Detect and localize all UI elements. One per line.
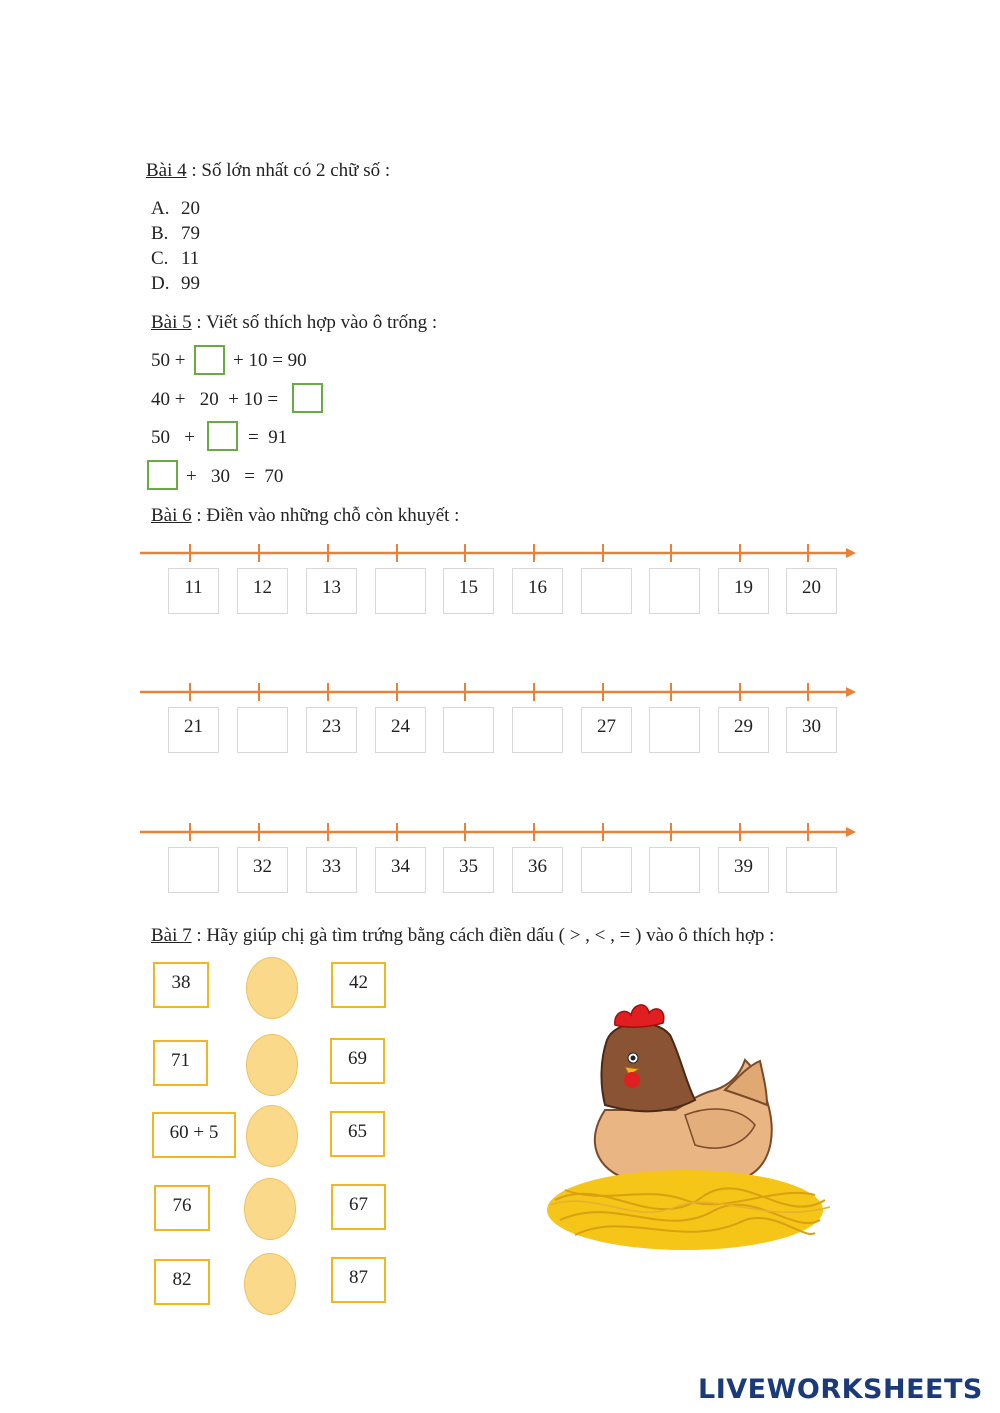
bai4-text: : Số lớn nhất có 2 chữ số : (186, 160, 391, 181)
number-line-value-box: 33 (306, 847, 357, 893)
bai5-row4-right: + 30 = 70 (186, 466, 284, 487)
bai6-text: : Điền vào những chỗ còn khuyết : (191, 505, 460, 526)
bai7-row4-left: 76 (154, 1185, 210, 1231)
number-line-value-box: 29 (718, 707, 769, 753)
number-line-value-box: 23 (306, 707, 357, 753)
number-line-value-box: 30 (786, 707, 837, 753)
bai7-row3-right: 65 (330, 1111, 385, 1157)
bai5-label: Bài 5 (151, 312, 192, 333)
bai7-heading (151, 925, 774, 947)
bai7-row1-left: 38 (153, 962, 209, 1008)
liveworksheets-logo (698, 1374, 983, 1405)
bai7-row3-left: 60 + 5 (152, 1112, 236, 1158)
number-line-value-box: 39 (718, 847, 769, 893)
bai7-row5-left: 82 (154, 1259, 210, 1305)
bai6-label: Bài 6 (151, 505, 192, 526)
number-line-arrowhead (846, 827, 856, 837)
number-line-blank-box[interactable] (168, 847, 219, 893)
bai7-row4-egg[interactable] (244, 1178, 296, 1240)
option-value: 79 (181, 223, 200, 244)
bai5-row1-right: + 10 = 90 (233, 350, 307, 371)
bai7-row4-right: 67 (331, 1184, 386, 1230)
number-line-value-box: 32 (237, 847, 288, 893)
option-letter: A. (151, 198, 170, 219)
number-line-blank-box[interactable] (581, 847, 632, 893)
bai7-row2-left: 71 (153, 1040, 208, 1086)
bai7-row3-egg[interactable] (246, 1105, 298, 1167)
bai7-row1-right: 42 (331, 962, 386, 1008)
bai5-row3-left: 50 + (151, 427, 195, 448)
option-letter: B. (151, 223, 169, 244)
number-line-blank-box[interactable] (649, 847, 700, 893)
number-line-blank-box[interactable] (375, 568, 426, 614)
number-line-value-box: 12 (237, 568, 288, 614)
bai7-row2-egg[interactable] (246, 1034, 298, 1096)
number-line-blank-box[interactable] (581, 568, 632, 614)
number-line-blank-box[interactable] (512, 707, 563, 753)
bai4-label: Bài 4 (146, 160, 187, 181)
option-letter: D. (151, 273, 170, 294)
number-line-value-box: 24 (375, 707, 426, 753)
number-line-blank-box[interactable] (649, 707, 700, 753)
number-line-blank-box[interactable] (237, 707, 288, 753)
number-line-value-box: 16 (512, 568, 563, 614)
bai7-row5-right: 87 (331, 1257, 386, 1303)
number-line-blank-box[interactable] (443, 707, 494, 753)
number-line-value-box: 20 (786, 568, 837, 614)
number-line-value-box: 34 (375, 847, 426, 893)
number-line-value-box: 36 (512, 847, 563, 893)
number-line-value-box: 27 (581, 707, 632, 753)
number-line-value-box: 11 (168, 568, 219, 614)
number-line-value-box: 13 (306, 568, 357, 614)
number-line-value-box: 19 (718, 568, 769, 614)
number-line-value-box: 15 (443, 568, 494, 614)
bai5-row1-left: 50 + (151, 350, 186, 371)
bai5-row2-left: 40 + 20 + 10 = (151, 389, 279, 410)
option-value: 20 (181, 198, 200, 219)
number-line-arrowhead (846, 548, 856, 558)
number-line-arrowhead (846, 687, 856, 697)
option-letter: C. (151, 248, 169, 269)
bai5-row3-right: = 91 (248, 427, 288, 448)
number-line-value-box: 21 (168, 707, 219, 753)
number-line-blank-box[interactable] (649, 568, 700, 614)
bai7-row5-egg[interactable] (244, 1253, 296, 1315)
bai7-text: : Hãy giúp chị gà tìm trứng bằng cách điền dấu ( > , < , = ) vào ô thích hợp : (191, 925, 775, 946)
bai7-row1-egg[interactable] (246, 957, 298, 1019)
option-value: 11 (181, 248, 200, 269)
bai7-label: Bài 7 (151, 925, 192, 946)
brand-name: LIVEWORKSHEETS (698, 1374, 983, 1405)
bai5-text: : Viết số thích hợp vào ô trống : (191, 312, 438, 333)
option-value: 99 (181, 273, 200, 294)
number-line-value-box: 35 (443, 847, 494, 893)
hen-on-nest-illustration (545, 995, 835, 1260)
bai7-row2-right: 69 (330, 1038, 385, 1084)
number-line-blank-box[interactable] (786, 847, 837, 893)
